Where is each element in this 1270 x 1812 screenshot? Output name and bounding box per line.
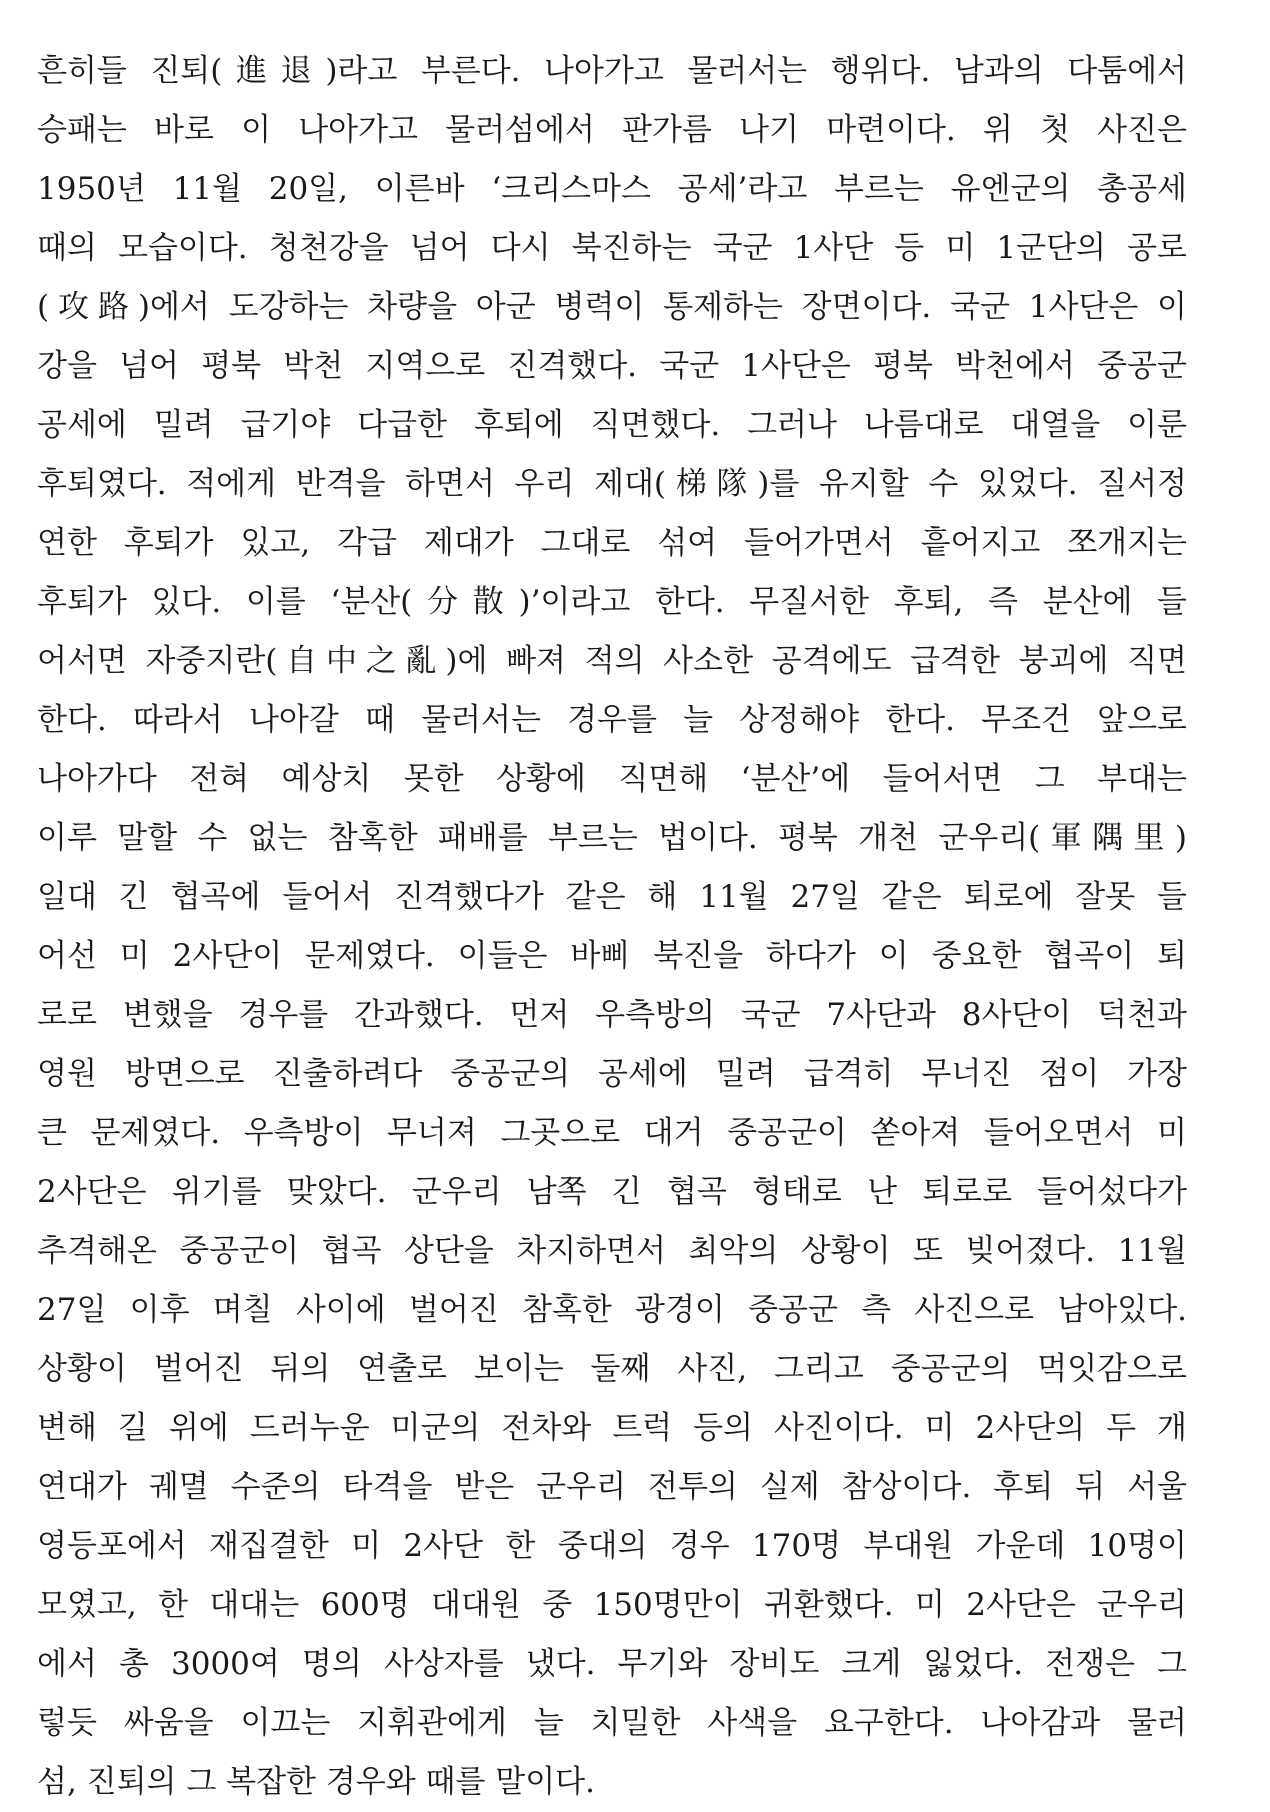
- text-line: 1950년 11월 20일, 이른바 ‘크리스마스 공세’라고 부르는 유엔군의 총공세: [37, 171, 1187, 207]
- text-line: 변해 길 위에 드러누운 미군의 전차와 트럭 등의 사진이다. 미 2사단의 두 개: [37, 1410, 1187, 1446]
- text-line: 공세에 밀려 급기야 다급한 후퇴에 직면했다. 그러나 나름대로 대열을 이룬: [37, 407, 1187, 443]
- text-line: 렇듯 싸움을 이끄는 지휘관에게 늘 치밀한 사색을 요구한다. 나아감과 물러: [37, 1705, 1187, 1741]
- text-line: 모였고, 한 대대는 600명 대대원 중 150명만이 귀환했다. 미 2사단은 군우리: [37, 1587, 1187, 1623]
- text-line: 에서 총 3000여 명의 사상자를 냈다. 무기와 장비도 크게 잃었다. 전쟁은 그: [37, 1646, 1187, 1682]
- text-line: 한다. 따라서 나아갈 때 물러서는 경우를 늘 상정해야 한다. 무조건 앞으로: [37, 702, 1187, 738]
- text-line: 때의 모습이다. 청천강을 넘어 다시 북진하는 국군 1사단 등 미 1군단의 공로: [37, 230, 1187, 266]
- text-line: 승패는 바로 이 나아가고 물러섬에서 판가름 나기 마련이다. 위 첫 사진은: [37, 112, 1187, 148]
- text-line-last: 섬, 진퇴의 그 복잡한 경우와 때를 말이다.: [37, 1764, 595, 1800]
- text-line: 영원 방면으로 진출하려다 중공군의 공세에 밀려 급격히 무너진 점이 가장: [37, 1056, 1187, 1092]
- text-line: 27일 이후 며칠 사이에 벌어진 참혹한 광경이 중공군 측 사진으로 남아있다.: [37, 1292, 1187, 1328]
- article-body: [37, 42, 1187, 1812]
- text-line: 상황이 벌어진 뒤의 연출로 보이는 둘째 사진, 그리고 중공군의 먹잇감으로: [37, 1351, 1187, 1387]
- text-line: 로로 변했을 경우를 간과했다. 먼저 우측방의 국군 7사단과 8사단이 덕천과: [37, 997, 1187, 1033]
- text-line: 이루 말할 수 없는 참혹한 패배를 부르는 법이다. 평북 개천 군우리(軍隅里): [37, 820, 1187, 856]
- text-line: 어선 미 2사단이 문제였다. 이들은 바삐 북진을 하다가 이 중요한 협곡이 퇴: [37, 938, 1187, 974]
- text-line: 후퇴였다. 적에게 반격을 하면서 우리 제대(梯隊)를 유지할 수 있었다. 질서정: [37, 466, 1187, 502]
- text-line: 일대 긴 협곡에 들어서 진격했다가 같은 해 11월 27일 같은 퇴로에 잘못 들: [37, 879, 1187, 915]
- text-line: 연한 후퇴가 있고, 각급 제대가 그대로 섞여 들어가면서 흩어지고 쪼개지는: [37, 525, 1187, 561]
- text-line: 어서면 자중지란(自中之亂)에 빠져 적의 사소한 공격에도 급격한 붕괴에 직면: [37, 643, 1187, 679]
- text-line: 큰 문제였다. 우측방이 무너져 그곳으로 대거 중공군이 쏟아져 들어오면서 미: [37, 1115, 1187, 1151]
- text-line: 연대가 궤멸 수준의 타격을 받은 군우리 전투의 실제 참상이다. 후퇴 뒤 서울: [37, 1469, 1187, 1505]
- text-line: (攻路)에서 도강하는 차량을 아군 병력이 통제하는 장면이다. 국군 1사단은 이: [37, 289, 1187, 325]
- text-line: 2사단은 위기를 맞았다. 군우리 남쪽 긴 협곡 형태로 난 퇴로로 들어섰다가: [37, 1174, 1187, 1210]
- text-line: 흔히들 진퇴(進退)라고 부른다. 나아가고 물러서는 행위다. 남과의 다툼에서: [37, 53, 1187, 89]
- text-line: 강을 넘어 평북 박천 지역으로 진격했다. 국군 1사단은 평북 박천에서 중공군: [37, 348, 1187, 384]
- text-line: 영등포에서 재집결한 미 2사단 한 중대의 경우 170명 부대원 가운데 10명이: [37, 1528, 1187, 1564]
- text-line: 후퇴가 있다. 이를 ‘분산(分散)’이라고 한다. 무질서한 후퇴, 즉 분산에 들: [37, 584, 1187, 620]
- text-line: 나아가다 전혀 예상치 못한 상황에 직면해 ‘분산’에 들어서면 그 부대는: [37, 761, 1187, 797]
- text-line: 추격해온 중공군이 협곡 상단을 차지하면서 최악의 상황이 또 빚어졌다. 11월: [37, 1233, 1187, 1269]
